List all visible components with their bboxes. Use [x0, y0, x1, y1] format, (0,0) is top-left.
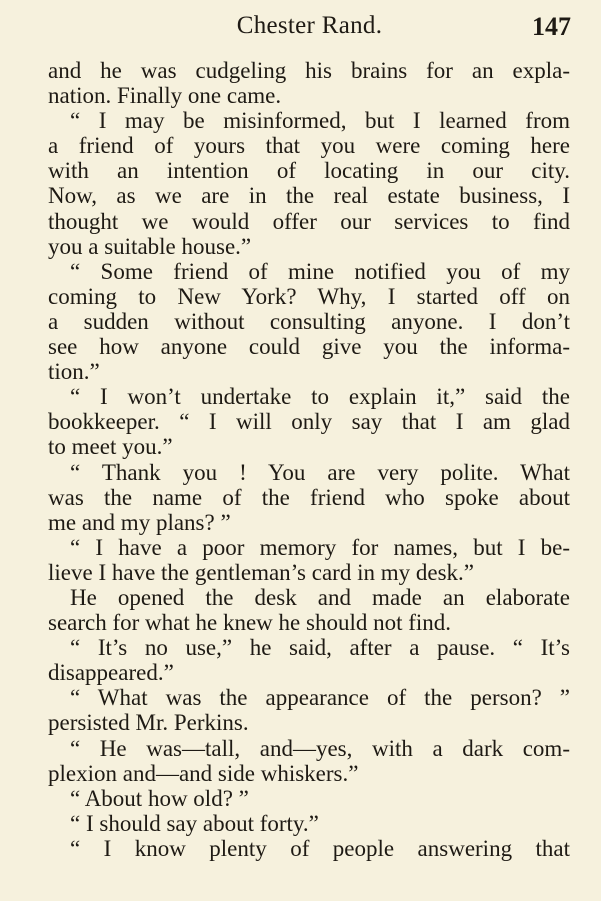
- text-line: “ It’s no use,” he said, after a pause. “ It’s: [70, 635, 570, 661]
- text-line: Now, as we are in the real estate business, I: [48, 183, 570, 209]
- text-line: nation. Finally one came.: [48, 83, 282, 109]
- text-line: with an intention of locating in our city.: [48, 158, 570, 184]
- text-line: “ I won’t undertake to explain it,” said the: [70, 384, 570, 410]
- text-line: “ I may be misinformed, but I learned from: [70, 108, 570, 134]
- text-line: to meet you.”: [48, 434, 173, 460]
- text-line: “ I have a poor memory for names, but I be-: [70, 534, 570, 560]
- text-line: a sudden without consulting anyone. I don’t: [48, 308, 570, 334]
- text-line: and he was cudgeling his brains for an expla-: [48, 58, 570, 83]
- text-line: persisted Mr. Perkins.: [48, 710, 249, 736]
- text-line: me and my plans? ”: [48, 509, 231, 535]
- text-line: see how anyone could give you the informa-: [48, 334, 570, 360]
- text-line: “ He was—tall, and—yes, with a dark com-: [70, 735, 570, 761]
- page-number: 147: [532, 12, 571, 41]
- text-line: a friend of yours that you were coming here: [48, 133, 570, 159]
- body-text: [48, 58, 570, 861]
- text-line: disappeared.”: [48, 660, 174, 686]
- text-line: He opened the desk and made an elaborate: [70, 584, 570, 610]
- text-line: bookkeeper. “ I will only say that I am glad: [48, 409, 570, 435]
- text-line: you a suitable house.”: [48, 233, 252, 259]
- text-line: “ I should say about forty.”: [70, 810, 319, 836]
- running-title: Chester Rand.: [236, 12, 383, 39]
- text-line: search for what he knew he should not find.: [48, 610, 452, 636]
- text-line: tion.”: [48, 359, 100, 385]
- page-header: [48, 12, 571, 46]
- text-line: coming to New York? Why, I started off on: [48, 283, 570, 309]
- text-line: “ Thank you ! You are very polite. What: [70, 459, 570, 485]
- text-line: “ About how old? ”: [70, 785, 249, 811]
- text-line: plexion and—and side whiskers.”: [48, 760, 359, 786]
- text-line: “ I know plenty of people answering that: [70, 835, 570, 861]
- text-line: “ Some friend of mine notified you of my: [70, 258, 570, 284]
- text-line: lieve I have the gentleman’s card in my desk.”: [48, 559, 474, 585]
- text-line: “ What was the appearance of the person? ”: [70, 685, 570, 711]
- text-line: was the name of the friend who spoke about: [48, 484, 570, 510]
- text-line: thought we would offer our services to find: [48, 208, 570, 234]
